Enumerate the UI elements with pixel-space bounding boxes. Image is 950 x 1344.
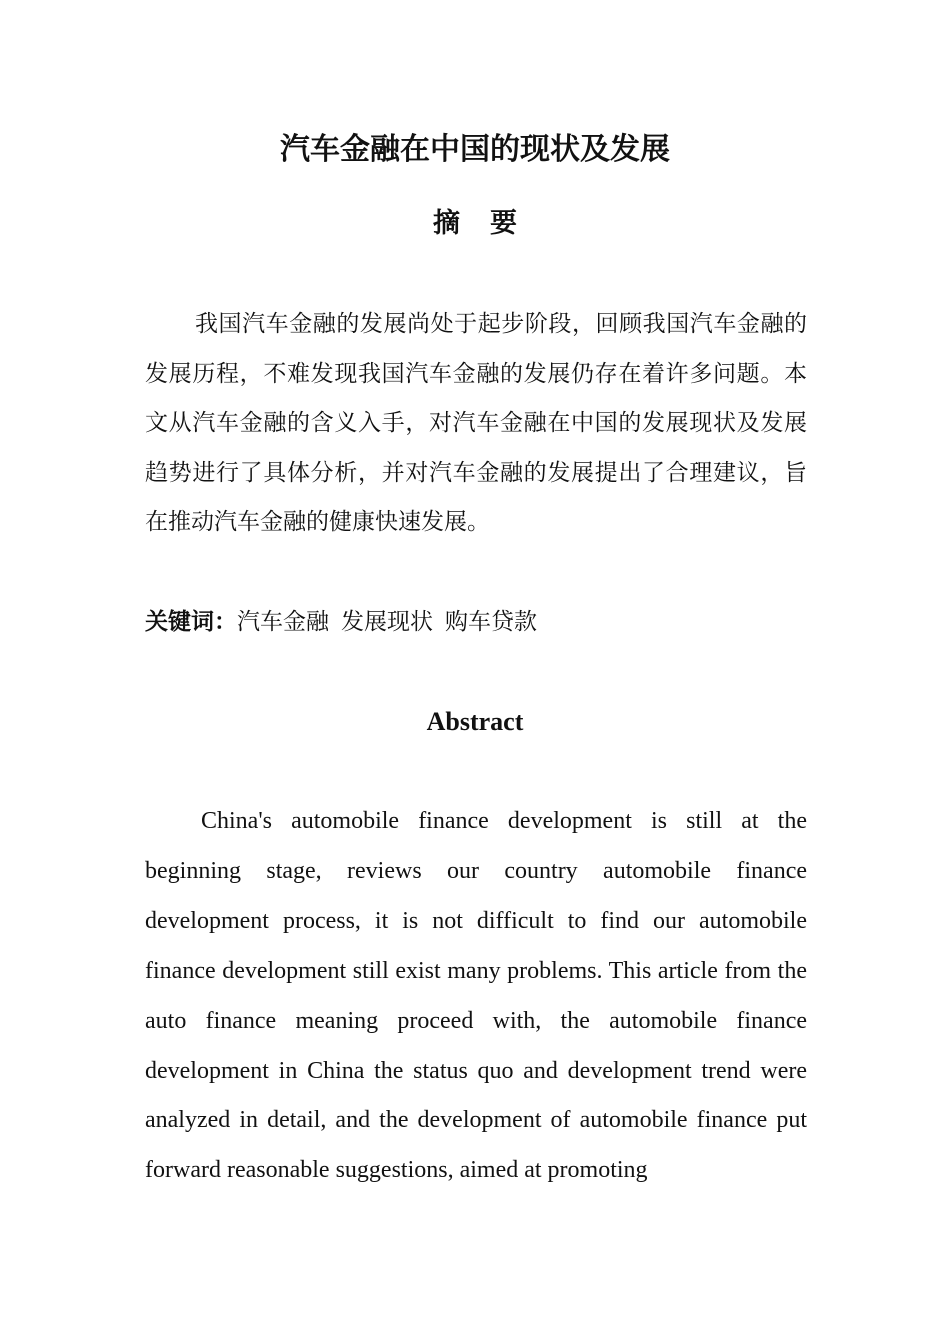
abstract-cn-heading: 摘要 — [433, 208, 547, 239]
abstract-cn-paragraph: 我国汽车金融的发展尚处于起步阶段，回顾我国汽车金融的发展历程，不难发现我国汽车金融的发展仍存在着许多问题。本文从汽车金融的含义入手，对汽车金融在中国的发展现状及发展趋势进行了具体分析，并对汽车金融的发展提出了合理建议，旨在推动汽车金融的健康快速发展。 — [145, 311, 807, 536]
keyword-item: 购车贷款 — [445, 609, 537, 635]
abstract-en-paragraph: China's automobile finance development is still at the beginning stage, reviews our country automobile finance development process, it is not difficult to find our automobile finance development still exist many problems. This article from the auto finance meaning proceed with, the automobile finance development in China the status quo and development trend were analyzed in detail, and the development of automobile finance put forward reasonable suggestions, aimed at promoting — [145, 808, 807, 1184]
keyword-item: 发展现状 — [341, 609, 433, 635]
keywords-label: 关键词： — [145, 609, 237, 635]
keywords-line — [145, 600, 807, 644]
abstract-en-heading: Abstract — [426, 707, 524, 736]
keyword-item: 汽车金融 — [237, 609, 329, 635]
document-title: 汽车金融在中国的现状及发展 — [280, 132, 670, 167]
